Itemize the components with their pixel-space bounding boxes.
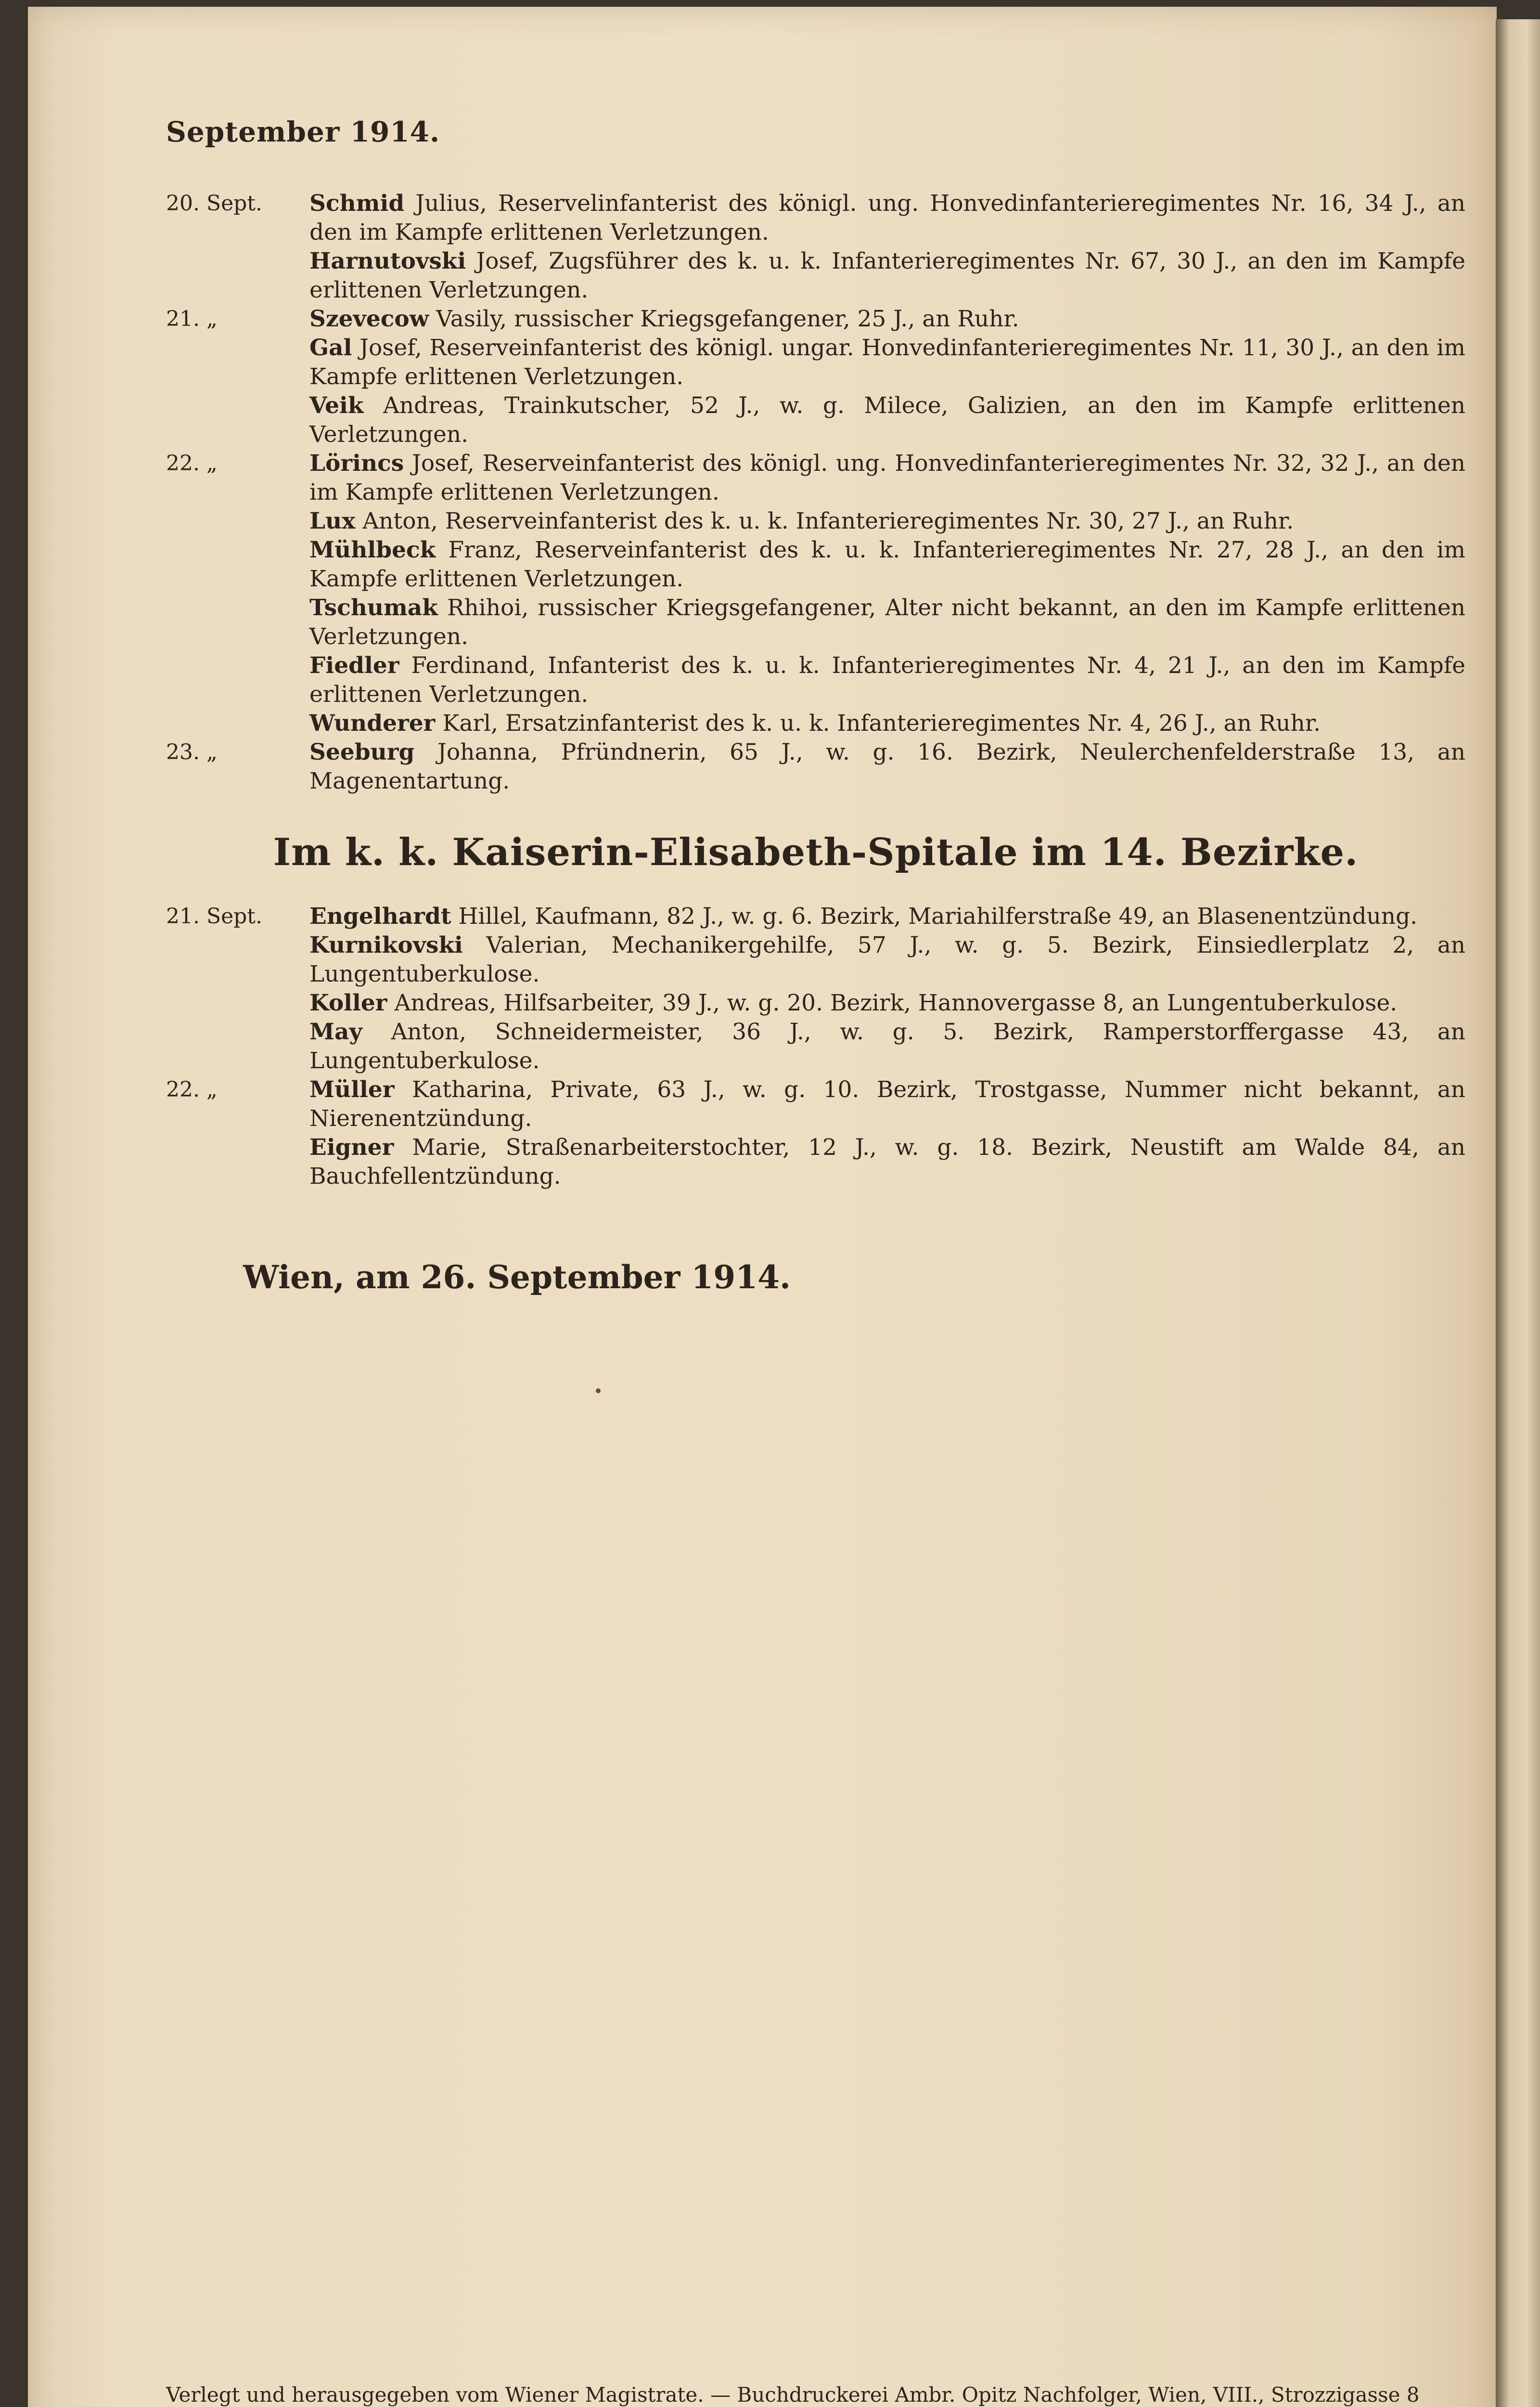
entry-surname: Müller bbox=[309, 1076, 395, 1103]
hospital-register-list bbox=[166, 902, 1465, 1191]
entry-surname: Fiedler bbox=[309, 652, 399, 679]
register-entry bbox=[166, 931, 1465, 989]
entry-details: Anton, Schneidermeister, 36 J., w. g. 5. Bezirk, Ramperstorffergasse 43, an Lungentuberkulose. bbox=[309, 1019, 1465, 1074]
entry-surname: Koller bbox=[309, 990, 387, 1016]
register-entry bbox=[166, 594, 1465, 651]
entry-surname: Wunderer bbox=[309, 710, 436, 737]
entry-details: Josef, Reserveinfanterist des königl. ungar. Honvedinfanterieregimentes Nr. 11, 30 J., an den im Kampfe erlittenen Verletzungen. bbox=[309, 335, 1465, 390]
register-entry bbox=[166, 709, 1465, 738]
entry-surname: Seeburg bbox=[309, 739, 415, 765]
register-entry bbox=[166, 536, 1465, 594]
register-entry bbox=[166, 1018, 1465, 1075]
register-entry bbox=[166, 507, 1465, 536]
entry-details: Rhihoi, russischer Kriegsgefangener, Alter nicht bekannt, an den im Kampfe erlittenen Verletzungen. bbox=[309, 595, 1465, 650]
entry-date: 23. „ bbox=[166, 740, 218, 764]
register-entry bbox=[166, 247, 1465, 305]
entry-surname: Szevecow bbox=[309, 306, 429, 332]
entry-surname: Mühlbeck bbox=[309, 537, 436, 563]
entry-date: 22. „ bbox=[166, 1077, 218, 1102]
entry-surname: Eigner bbox=[309, 1134, 394, 1161]
register-entry bbox=[166, 334, 1465, 391]
entry-details: Andreas, Trainkutscher, 52 J., w. g. Milece, Galizien, an den im Kampfe erlittenen Verletzungen. bbox=[309, 392, 1465, 448]
entry-details: Vasily, russischer Kriegsgefangener, 25 J., an Ruhr. bbox=[429, 306, 1019, 332]
register-entry bbox=[166, 738, 1465, 796]
hospital-heading: Im k. k. Kaiserin-Elisabeth-Spitale im 14. Bezirke. bbox=[273, 830, 1359, 874]
entry-surname: Tschumak bbox=[309, 595, 438, 621]
entry-surname: Schmid bbox=[309, 190, 405, 217]
ink-spot bbox=[596, 1388, 601, 1393]
register-entry bbox=[166, 902, 1465, 931]
entry-surname: Lörincs bbox=[309, 450, 404, 477]
register-entry bbox=[166, 449, 1465, 507]
entry-details: Valerian, Mechanikergehilfe, 57 J., w. g. 5. Bezirk, Einsiedlerplatz 2, an Lungentuberkulose. bbox=[309, 932, 1465, 987]
entry-date: 22. „ bbox=[166, 451, 218, 476]
entry-surname: Lux bbox=[309, 508, 356, 534]
entry-details: Josef, Reserveinfanterist des königl. ung. Honvedinfanterieregimentes Nr. 32, 32 J., an den im Kampfe erlittenen Verletzungen. bbox=[309, 450, 1465, 505]
entry-details: Franz, Reserveinfanterist des k. u. k. Infanterieregimentes Nr. 27, 28 J., an den im Kampfe erlittenen Verletzungen. bbox=[309, 537, 1465, 592]
register-entry bbox=[166, 651, 1465, 709]
entry-details: Ferdinand, Infanterist des k. u. k. Infanterieregimentes Nr. 4, 21 J., an den im Kampfe erlittenen Verletzungen. bbox=[309, 652, 1465, 708]
entry-details: Johanna, Pfründnerin, 65 J., w. g. 16. Bezirk, Neulerchenfelderstraße 13, an Magenentartung. bbox=[309, 739, 1465, 794]
entry-date: 21. „ bbox=[166, 307, 218, 331]
entry-date: 20. Sept. bbox=[166, 191, 262, 216]
month-heading: September 1914. bbox=[166, 116, 440, 148]
entry-details: Anton, Reserveinfanterist des k. u. k. Infanterieregimentes Nr. 30, 27 J., an Ruhr. bbox=[355, 508, 1294, 534]
entry-details: Marie, Straßenarbeiterstochter, 12 J., w. g. 18. Bezirk, Neustift am Walde 84, an Bauchfellentzündung. bbox=[309, 1134, 1465, 1190]
entry-details: Hillel, Kaufmann, 82 J., w. g. 6. Bezirk, Mariahilferstraße 49, an Blasenentzündung. bbox=[451, 903, 1418, 930]
death-register-list bbox=[166, 189, 1465, 796]
page-content bbox=[166, 116, 1465, 1296]
entry-surname: Harnutovski bbox=[309, 248, 466, 274]
entry-surname: Gal bbox=[309, 335, 352, 361]
entry-surname: Kurnikovski bbox=[309, 932, 463, 958]
entry-surname: May bbox=[309, 1019, 362, 1045]
register-entry bbox=[166, 1133, 1465, 1191]
entry-surname: Veik bbox=[309, 392, 364, 419]
register-entry bbox=[166, 391, 1465, 449]
book-edge bbox=[1496, 19, 1540, 2407]
entry-details: Julius, Reservelinfanterist des königl. ung. Honvedinfanterieregimentes Nr. 16, 34 J., an den im Kampfe erlittenen Verletzungen. bbox=[309, 190, 1465, 246]
entry-details: Andreas, Hilfsarbeiter, 39 J., w. g. 20. Bezirk, Hannovergasse 8, an Lungentuberkulose. bbox=[387, 990, 1398, 1016]
entry-details: Karl, Ersatzinfanterist des k. u. k. Infanterieregimentes Nr. 4, 26 J., an Ruhr. bbox=[435, 710, 1321, 737]
register-entry bbox=[166, 1075, 1465, 1133]
register-entry bbox=[166, 989, 1465, 1018]
entry-date: 21. Sept. bbox=[166, 904, 262, 929]
publisher-footer: Verlegt und herausgegeben vom Wiener Magistrate. — Buchdruckerei Ambr. Opitz Nachfolger, Wien, VIII., Strozzigasse 8 bbox=[166, 2383, 1420, 2407]
register-entry bbox=[166, 189, 1465, 247]
closing-date-line: Wien, am 26. September 1914. bbox=[243, 1258, 791, 1296]
register-entry bbox=[166, 305, 1465, 334]
entry-details: Katharina, Private, 63 J., w. g. 10. Bezirk, Trostgasse, Nummer nicht bekannt, an Nierenentzündung. bbox=[309, 1076, 1465, 1132]
entry-surname: Engelhardt bbox=[309, 903, 451, 930]
entry-details: Josef, Zugsführer des k. u. k. Infanterieregimentes Nr. 67, 30 J., an den im Kampfe erlittenen Verletzungen. bbox=[309, 248, 1465, 303]
